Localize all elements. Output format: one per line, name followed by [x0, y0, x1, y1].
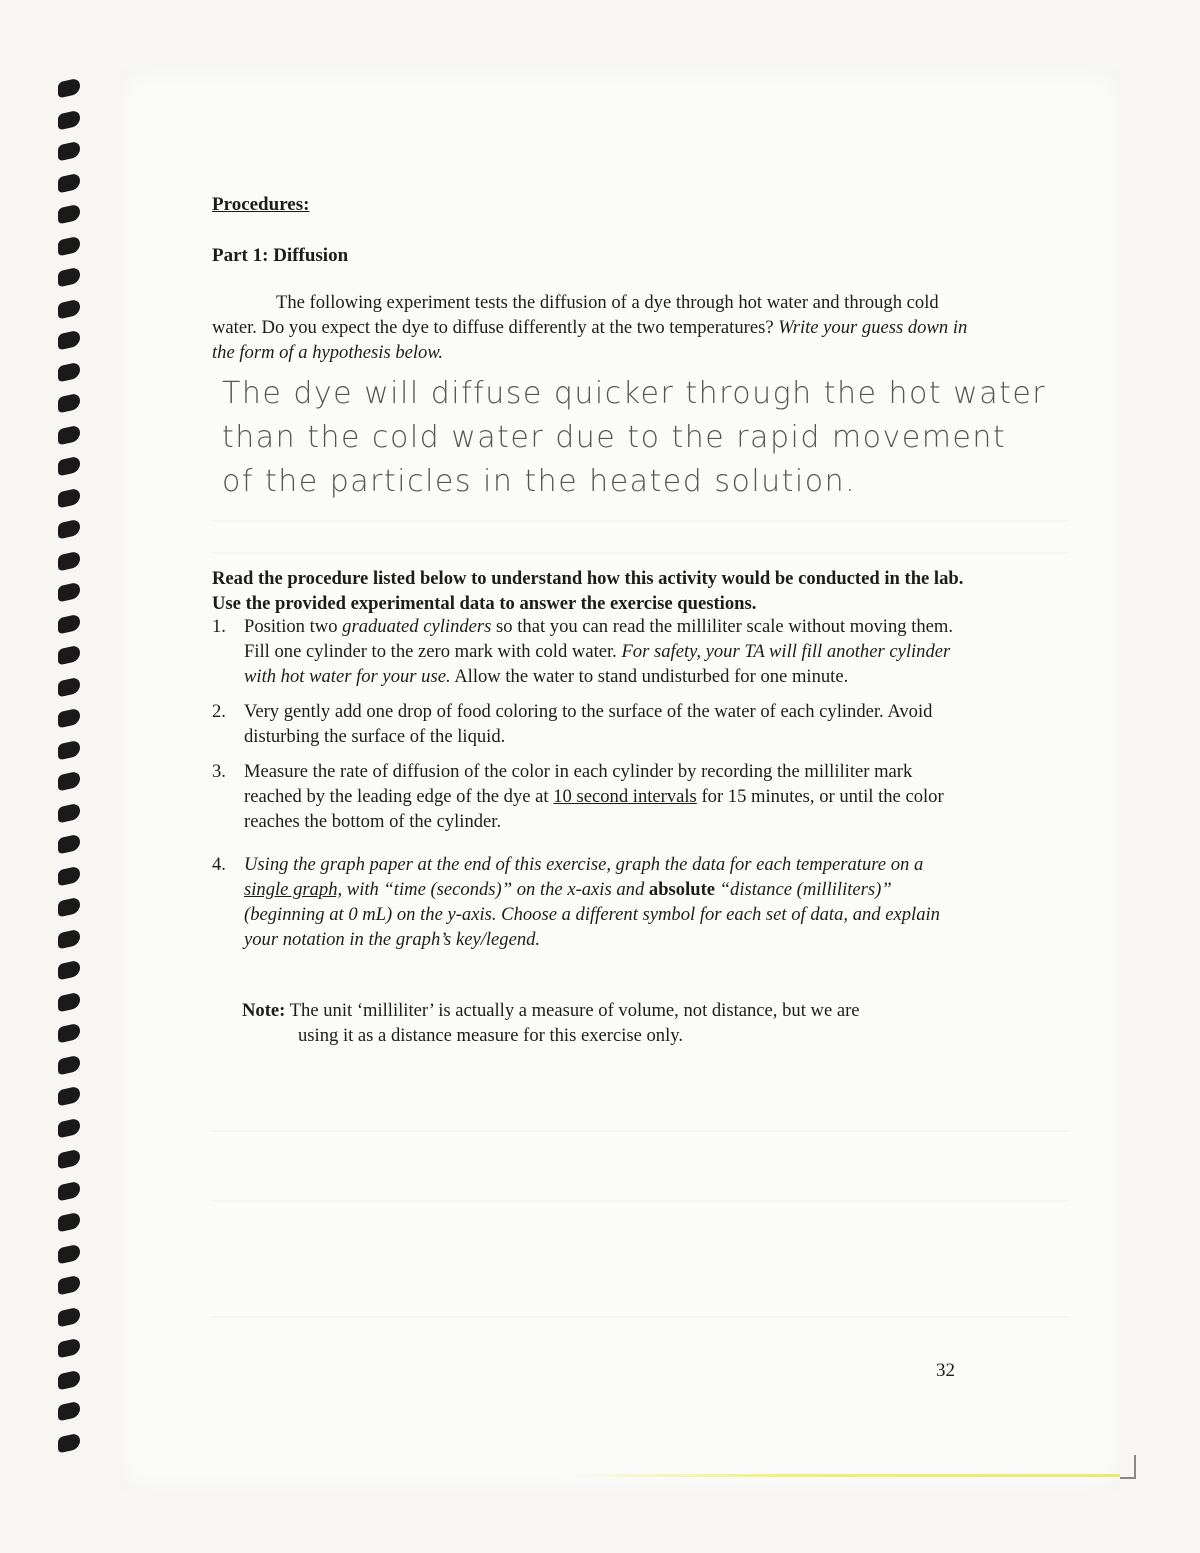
step-number: 3.: [212, 761, 226, 782]
procedures-heading: Procedures:: [212, 194, 310, 215]
spiral-coil: [58, 1180, 80, 1201]
spiral-coil: [58, 456, 80, 477]
hypothesis-line: of the particles in the heated solution.: [222, 464, 857, 499]
step-underline: 10 second intervals: [553, 786, 697, 807]
spiral-coil: [58, 361, 80, 382]
spiral-coil: [58, 519, 80, 540]
instructions-bold: Read the procedure listed below to understand how this activity would be conducted in the lab. Use the provided experimental data to answer the exercise questions.: [212, 568, 964, 614]
spiral-coil: [58, 1054, 80, 1075]
spiral-coil: [58, 1149, 80, 1170]
spiral-coil: [58, 1275, 80, 1296]
step-text: Using the graph paper at the end of this exercise, graph the data for each temperature on a: [244, 854, 924, 875]
spiral-binding: [58, 80, 86, 1480]
hypothesis-line: The dye will diffuse quicker through the hot water: [222, 376, 1047, 411]
procedures-section: [212, 192, 972, 365]
spiral-coil: [58, 330, 80, 351]
spiral-coil: [58, 172, 80, 193]
spiral-coil: [58, 298, 80, 319]
highlighter-edge: [560, 1474, 1120, 1477]
intro-paragraph: [212, 290, 972, 365]
spiral-coil: [58, 676, 80, 697]
spiral-coil: [58, 645, 80, 666]
note-text: The unit ‘milliliter’ is actually a measure of volume, not distance, but we are: [285, 1000, 860, 1021]
spiral-coil: [58, 771, 80, 792]
spiral-coil: [58, 708, 80, 729]
step-bold: absolute: [648, 879, 716, 900]
intro-text: The following experiment tests the diffusion of a dye through hot water and through cold water. Do you expect the dye to diffuse differently at the two temperatures?: [212, 292, 939, 338]
bleed-through-line: [210, 552, 1070, 554]
spiral-coil: [58, 1338, 80, 1359]
step-italic: graduated cylinders: [342, 616, 492, 637]
spiral-coil: [58, 1401, 80, 1422]
spiral-coil: [58, 1212, 80, 1233]
step-text: with “time (seconds)” on the x-axis and: [342, 879, 649, 900]
step-1: [212, 614, 972, 689]
spiral-coil: [58, 1306, 80, 1327]
spiral-coil: [58, 1369, 80, 1390]
spiral-coil: [58, 424, 80, 445]
spiral-coil: [58, 1023, 80, 1044]
step-number: 4.: [212, 854, 226, 875]
spiral-coil: [58, 1086, 80, 1107]
step-2: [212, 699, 972, 749]
note-label: Note:: [242, 1000, 286, 1021]
handwritten-hypothesis: [222, 372, 1102, 504]
spiral-coil: [58, 235, 80, 256]
step-italic: For safety, your TA will fill another cylinder with hot water for your use.: [244, 641, 951, 687]
step-text: so that you can read the milliliter scale without moving them. Fill one cylinder to the zero mark with cold water.: [244, 616, 954, 662]
bleed-through-line: [210, 1130, 1070, 1132]
spiral-coil: [58, 393, 80, 414]
spiral-coil: [58, 1243, 80, 1264]
bleed-through-line: [210, 1316, 1070, 1318]
step-text: Position two: [244, 616, 343, 637]
page-number: 32: [936, 1360, 955, 1381]
bleed-through-line: [210, 520, 1070, 522]
spiral-coil: [58, 78, 80, 99]
part-heading: Part 1: Diffusion: [212, 245, 349, 266]
step-number: 2.: [212, 701, 226, 722]
note-block: [242, 998, 962, 1048]
spiral-coil: [58, 613, 80, 634]
spiral-coil: [58, 991, 80, 1012]
spiral-coil: [58, 550, 80, 571]
spiral-coil: [58, 487, 80, 508]
spiral-coil: [58, 739, 80, 760]
bleed-through-line: [210, 1200, 1070, 1202]
spiral-coil: [58, 960, 80, 981]
step-text: Allow the water to stand undisturbed for one minute.: [450, 666, 849, 687]
spiral-coil: [58, 109, 80, 130]
intro-italic: Write your guess down in the form of a hypothesis below.: [212, 317, 968, 363]
step-text: for 15 minutes, or until the color reaches the bottom of the cylinder.: [244, 786, 944, 832]
spiral-coil: [58, 141, 80, 162]
hypothesis-line: than the cold water due to the rapid movement: [222, 420, 1007, 455]
spiral-coil: [58, 204, 80, 225]
procedure-steps: [212, 614, 972, 962]
step-4: [212, 852, 972, 952]
step-text: “distance (milliliters)” (beginning at 0 mL) on the y-axis. Choose a different symbol for each set of data, and explain your notation in the graph’s key/legend.: [244, 879, 940, 950]
spiral-coil: [58, 865, 80, 886]
spiral-coil: [58, 802, 80, 823]
step-number: 1.: [212, 616, 226, 637]
spiral-coil: [58, 582, 80, 603]
step-text: Very gently add one drop of food coloring to the surface of the water of each cylinder. Avoid disturbing the surface of the liquid.: [244, 701, 933, 747]
spiral-coil: [58, 897, 80, 918]
step-3: [212, 759, 972, 834]
spiral-coil: [58, 1432, 80, 1453]
spiral-coil: [58, 1117, 80, 1138]
spiral-coil: [58, 834, 80, 855]
step-underline: single graph,: [244, 879, 343, 900]
step-text: Measure the rate of diffusion of the color in each cylinder by recording the milliliter mark reached by the leading edge of the dye at: [244, 761, 913, 807]
spiral-coil: [58, 267, 80, 288]
page-corner: [1120, 1455, 1136, 1479]
spiral-coil: [58, 928, 80, 949]
note-text-continued: using it as a distance measure for this exercise only.: [298, 1025, 684, 1046]
